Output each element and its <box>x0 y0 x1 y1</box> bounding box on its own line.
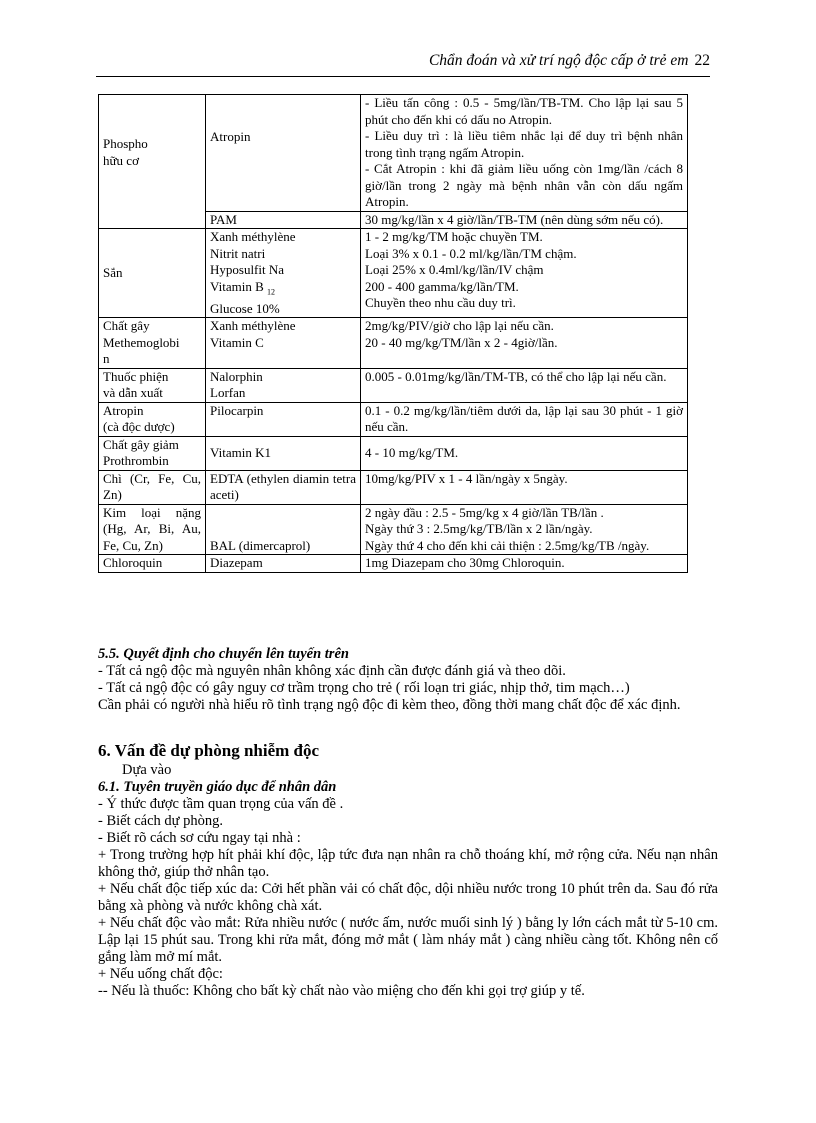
drug-cell: EDTA (ethylen diamin tetra aceti) <box>206 470 361 504</box>
poison-cell: Chất gây giảm Prothrombin <box>99 436 206 470</box>
antidote-table <box>98 94 688 573</box>
paragraph: + Nếu chất độc vào mắt: Rửa nhiều nước ( nước ấm, nước muối sinh lý ) bằng ly lớn cách mắt từ 5-10 cm. Lập lại 15 phút sau. Trong khi rửa mắt, đóng mở mắt ( làm nháy mắt ) càng nhiều càng tốt. Không nên cố gắng làm mở mí mắt. <box>98 915 718 965</box>
dose-cell: 4 - 10 mg/kg/TM. <box>361 436 688 470</box>
poison-cell: Chất gây Methemoglobi n <box>99 318 206 369</box>
paragraph: + Nếu chất độc tiếp xúc da: Cởi hết phần vải có chất độc, dội nhiều nước trong 10 phút trên da. Sau đó rửa bằng xà phòng và nước không chà xát. <box>98 881 718 914</box>
paragraph: - Ý thức được tầm quan trọng của vấn đề . <box>98 796 344 812</box>
poison-cell: Kim loại nặng (Hg, Ar, Bi, Au, Fe, Cu, Zn) <box>99 504 206 555</box>
table-row <box>99 368 688 402</box>
dose-cell: 30 mg/kg/lần x 4 giờ/lần/TB-TM (nên dùng sớm nếu có). <box>361 211 688 229</box>
poison-cell: Chloroquin <box>99 555 206 573</box>
table-row <box>99 229 688 318</box>
table-row <box>99 470 688 504</box>
subsection-heading: 6.1. Tuyên truyền giáo dục để nhân dân <box>98 779 337 795</box>
drug-cell: Vitamin K1 <box>206 436 361 470</box>
page-number: 22 <box>694 52 710 69</box>
drug-cell: BAL (dimercaprol) <box>206 504 361 555</box>
dose-cell: 2 ngày đầu : 2.5 - 5mg/kg x 4 giờ/lần TB/lần . Ngày thứ 3 : 2.5mg/kg/TB/lần x 2 lần/ngày. Ngày thứ 4 cho đến khi cải thiện : 2.5mg/kg/TB /ngày. <box>361 504 688 555</box>
drug-cell: Diazepam <box>206 555 361 573</box>
paragraph: - Biết cách dự phòng. <box>98 813 224 829</box>
intro-text: Dựa vào <box>122 762 172 778</box>
paragraph: + Trong trường hợp hít phải khí độc, lập tức đưa nạn nhân ra chỗ thoáng khí, mở rộng cửa. Nếu nạn nhân không thở, giúp thở nhân tạo. <box>98 847 718 880</box>
paragraph: - Tất cả ngộ độc mà nguyên nhân không xác định cần được đánh giá và theo dõi. <box>98 663 566 679</box>
poison-cell: Phospho hữu cơ <box>99 95 206 229</box>
poison-cell: Atropin (cà độc dược) <box>99 402 206 436</box>
dose-cell: - Liều tấn công : 0.5 - 5mg/lần/TB-TM. Cho lập lại sau 5 phút cho đến khi có dấu no Atropin. - Liều duy trì : là liều tiêm nhắc lại để duy trì bệnh nhân trong tình trạng ngấm Atropin. - Cắt Atropin : khi đã giảm liều uống còn 1mg/lần /cách 8 giờ/lần trong 2 ngày mà bệnh nhân vẫn còn dấu ngấm Atropin. <box>361 95 688 212</box>
drug-cell: PAM <box>206 211 361 229</box>
dose-cell: 10mg/kg/PIV x 1 - 4 lần/ngày x 5ngày. <box>361 470 688 504</box>
section-6 <box>98 740 718 1000</box>
poison-cell: Sắn <box>99 229 206 318</box>
table-row <box>99 318 688 369</box>
table-row <box>99 95 688 212</box>
header-title: Chẩn đoán và xử trí ngộ độc cấp ở trẻ em <box>428 52 689 69</box>
drug-cell: Xanh méthylène Vitamin C <box>206 318 361 369</box>
paragraph: - Biết rõ cách sơ cứu ngay tại nhà : <box>98 830 301 846</box>
paragraph: + Nếu uống chất độc: <box>98 966 223 982</box>
paragraph: - Tất cả ngộ độc có gây nguy cơ trầm trọng cho trẻ ( rối loạn tri giác, nhịp thở, tim mạch…) <box>98 680 630 696</box>
section-heading: 6. Vấn đề dự phòng nhiễm độc <box>98 741 320 760</box>
drug-cell: Xanh méthylène Nitrit natri Hyposulfit Na Vitamin B $_{12}$ Glucose 10% <box>206 229 361 318</box>
poison-cell: Thuốc phiện và dẫn xuất <box>99 368 206 402</box>
table-row <box>99 504 688 555</box>
dose-cell: 0.1 - 0.2 mg/kg/lần/tiêm dưới da, lập lại sau 30 phút - 1 giờ nếu cần. <box>361 402 688 436</box>
table-row <box>99 402 688 436</box>
page-header <box>96 52 710 77</box>
table-row <box>99 436 688 470</box>
dose-cell: 0.005 - 0.01mg/kg/lần/TM-TB, có thể cho lập lại nếu cần. <box>361 368 688 402</box>
drug-cell: Nalorphin Lorfan <box>206 368 361 402</box>
section-5-5 <box>98 646 718 714</box>
section-heading: 5.5. Quyết định cho chuyển lên tuyến trên <box>98 646 349 662</box>
dose-cell: 1 - 2 mg/kg/TM hoặc chuyền TM. Loại 3% x 0.1 - 0.2 ml/kg/lần/TM chậm. Loại 25% x 0.4ml/kg/lần/IV chậm 200 - 400 gamma/kg/lần/TM. Chuyền theo nhu cầu duy trì. <box>361 229 688 318</box>
paragraph: -- Nếu là thuốc: Không cho bất kỳ chất nào vào miệng cho đến khi gọi trợ giúp y tế. <box>98 983 585 999</box>
paragraph: Cần phải có người nhà hiểu rõ tình trạng ngộ độc đi kèm theo, đồng thời mang chất độc để xác định. <box>98 697 681 713</box>
dose-cell: 1mg Diazepam cho 30mg Chloroquin. <box>361 555 688 573</box>
table-row <box>99 555 688 573</box>
dose-cell: 2mg/kg/PIV/giờ cho lập lại nếu cần. 20 - 40 mg/kg/TM/lần x 2 - 4giờ/lần. <box>361 318 688 369</box>
drug-cell: Atropin <box>206 95 361 212</box>
poison-cell: Chì (Cr, Fe, Cu, Zn) <box>99 470 206 504</box>
drug-cell: Pilocarpin <box>206 402 361 436</box>
